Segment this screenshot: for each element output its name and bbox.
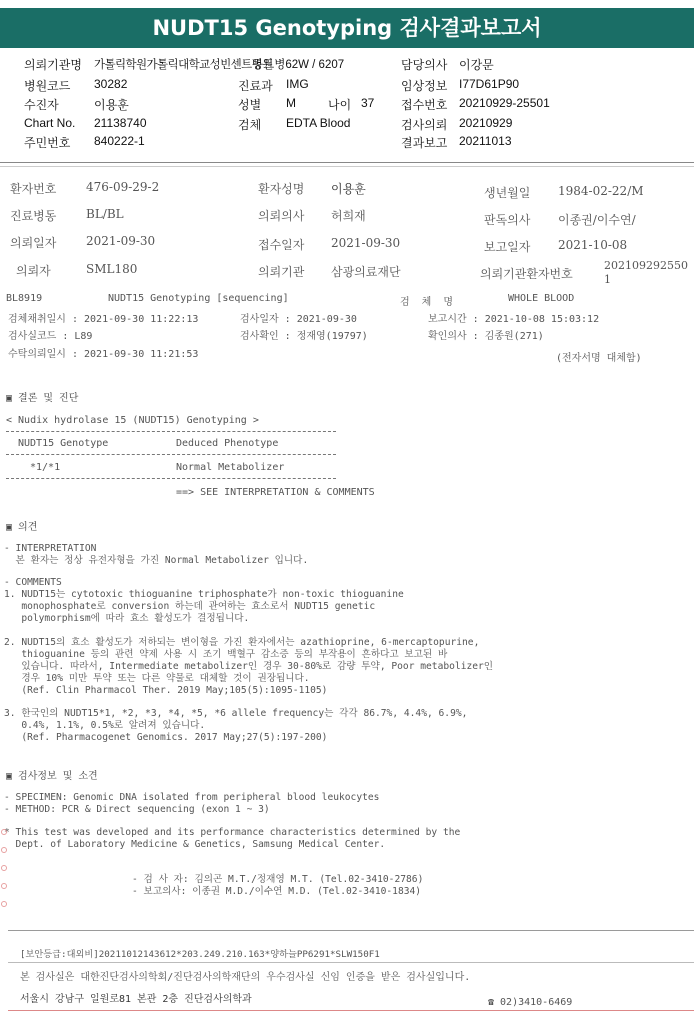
patient-value: 2021-09-30 [331, 236, 401, 250]
see-interpretation: ==> SEE INTERPRETATION & COMMENTS [176, 487, 375, 498]
header-value: EDTA Blood [286, 116, 351, 130]
header-label: 성별 [238, 98, 262, 112]
patient-label: 의뢰기관환자번호 [480, 267, 573, 281]
patient-value: 202109292550 [604, 259, 688, 272]
footer-red-rule [8, 1010, 694, 1011]
patient-label: 의뢰일자 [10, 236, 57, 250]
header-value: I77D61P90 [459, 77, 520, 91]
header-label: 병원코드 [24, 79, 71, 93]
signature-note: (전자서명 대체함) [556, 353, 642, 364]
patient-value: 허희재 [331, 209, 366, 223]
test-detail: 수탁의뢰일시 : 2021-09-30 11:21:53 [8, 349, 199, 360]
patient-value: 476-09-29-2 [86, 180, 160, 194]
comment-line: 경우 10% 미만 투약 또는 다른 약물로 대체할 것이 권장됩니다. [4, 673, 310, 684]
interpretation-text: 본 환자는 정상 유전자형을 가진 Normal Metabolizer 입니다. [4, 555, 309, 566]
comment-line: (Ref. Clin Pharmacol Ther. 2019 May;105(5):1095-1105) [4, 685, 328, 696]
header-label: 검사의뢰 [401, 118, 448, 132]
header-value: 가톨릭학원가톨릭대학교성빈센트병원 [94, 59, 273, 71]
test-detail: 검체채취일시 : 2021-09-30 11:22:13 [8, 314, 199, 325]
footer-divider [8, 962, 694, 963]
header-label: 진료과 [238, 79, 273, 93]
patient-label: 생년월일 [484, 186, 531, 200]
header-value: 이강문 [459, 58, 494, 72]
test-detail: 보고시간 : 2021-10-08 15:03:12 [428, 314, 600, 325]
patient-value: SML180 [86, 262, 138, 276]
margin-stamp [0, 822, 10, 918]
header-value: IMG [286, 77, 309, 91]
patient-value: BL/BL [86, 207, 124, 221]
patient-label: 진료병동 [10, 209, 57, 223]
patient-value: 삼광의료재단 [331, 265, 401, 279]
header-value: 20210929-25501 [459, 96, 550, 110]
header-value: 동트병62W / 6207 [252, 59, 345, 71]
comment-line: monophosphate로 conversion 하는데 관여하는 효소로서 NUDT15 genetic [4, 601, 376, 612]
header-label: 의뢰기관명 [24, 58, 82, 72]
comment-line: polymorphism에 따라 효소 활성도가 결정됩니다. [4, 613, 250, 624]
specimen-label: 검 체 명 [400, 297, 457, 308]
header-value: 20210929 [459, 116, 513, 130]
patient-value: 2021-09-30 [86, 234, 156, 248]
patient-label: 접수일자 [258, 238, 305, 252]
patient-label: 의뢰자 [16, 264, 51, 278]
header-label: 담당의사 [401, 58, 448, 72]
comment-line: 1. NUDT15는 cytotoxic thioguanine triphosphate가 non-toxic thioguanine [4, 589, 404, 600]
specimen-text: - SPECIMEN: Genomic DNA isolated from peripheral blood leukocytes [4, 792, 380, 803]
patient-label: 환자번호 [10, 182, 57, 196]
patient-label: 판독의사 [484, 213, 531, 227]
comment-line: 3. 한국인의 NUDT15*1, *2, *3, *4, *5, *6 allele frequency는 각각 86.7%, 4.4%, 6.9%, [4, 708, 468, 719]
staff-line: - 보고의사: 이종권 M.D./이수연 M.D. (Tel.02-3410-1834) [132, 886, 422, 897]
comment-line: (Ref. Pharmacogenet Genomics. 2017 May;27(5):197-200) [4, 732, 328, 743]
header-label: Chart No. [24, 116, 76, 130]
header-value: 30282 [94, 77, 128, 91]
header-value: 20211013 [459, 134, 512, 148]
info-heading: ▣ 검사정보 및 소견 [6, 771, 98, 782]
test-code: BL8919 [6, 293, 43, 304]
header-value: 840222-1 [94, 134, 145, 148]
header-label: 나이 [328, 98, 352, 112]
specimen-value: WHOLE BLOOD [508, 293, 575, 304]
comments-title: - COMMENTS [4, 577, 62, 588]
table-rule [6, 431, 336, 432]
patient-value: 이용훈 [331, 182, 366, 196]
header-divider [0, 166, 694, 167]
patient-label: 의뢰기관 [258, 265, 305, 279]
opinion-heading: ▣ 의견 [6, 522, 38, 533]
col-phenotype: Deduced Phenotype [176, 438, 279, 449]
header-label: 주민번호 [24, 136, 71, 150]
test-detail: 검사일자 : 2021-09-30 [240, 314, 357, 325]
patient-value: 이종권/이수연/ [558, 213, 636, 227]
method-text: - METHOD: PCR & Direct sequencing (exon 1 ~ 3) [4, 804, 270, 815]
security-line: [보안등급:대외비]20211012143612*203.249.210.163*양하늘PP6291*SLW150F1 [20, 949, 380, 960]
comment-line: 0.4%, 1.1%, 0.5%로 알려져 있습니다. [4, 720, 206, 731]
test-detail: 검사확인 : 정재영(19797) [240, 331, 368, 342]
patient-label: 의뢰의사 [258, 209, 305, 223]
test-name: NUDT15 Genotyping [sequencing] [108, 293, 289, 304]
test-detail: 검사실코드 : L89 [8, 331, 93, 342]
genotype-value: *1/*1 [30, 462, 61, 473]
interpretation-title: - INTERPRETATION [4, 543, 97, 554]
result-heading: ▣ 결론 및 진단 [6, 393, 79, 404]
patient-value: 2021-10-08 [558, 238, 628, 252]
table-rule [6, 454, 336, 455]
header-label: 검체 [238, 118, 262, 132]
header-divider [0, 162, 694, 163]
header-label: 접수번호 [401, 98, 448, 112]
certification-text: 본 검사실은 대한진단검사의학회/진단검사의학재단의 우수검사실 신임 인증을 받은 검사실입니다. [20, 972, 471, 983]
header-label: 수진자 [24, 98, 59, 112]
patient-value: 1984-02-22/M [558, 184, 644, 198]
header-label: 결과보고 [401, 136, 448, 150]
header-value: 이용훈 [94, 98, 129, 112]
note-text: * This test was developed and its performance characteristics determined by the [4, 827, 461, 838]
panel-title: < Nudix hydrolase 15 (NUDT15) Genotyping > [6, 415, 259, 426]
header-value: 37 [361, 96, 375, 110]
lab-address: 서울시 강남구 일원로81 본관 2층 진단검사의학과 [20, 994, 252, 1005]
comment-line: 2. NUDT15의 효소 활성도가 저하되는 변이형을 가진 환자에서는 azathioprine, 6-mercaptopurine, [4, 637, 480, 648]
patient-value: 1 [604, 273, 611, 286]
note-text: Dept. of Laboratory Medicine & Genetics, Samsung Medical Center. [4, 839, 386, 850]
patient-label: 보고일자 [484, 240, 531, 254]
footer-divider [8, 930, 694, 931]
comment-line: 있습니다. 따라서, Intermediate metabolizer인 경우 30-80%로 감량 투약, Poor metabolizer인 [4, 661, 494, 672]
table-rule [6, 478, 336, 479]
test-detail: 확인의사 : 김종원(271) [428, 331, 544, 342]
col-genotype: NUDT15 Genotype [18, 438, 109, 449]
header-value: M [286, 96, 296, 110]
phenotype-value: Normal Metabolizer [176, 462, 285, 473]
comment-line: thioguanine 등의 관련 약제 사용 시 조기 백혈구 감소증 등의 부작용이 흔하다고 보고된 바 [4, 649, 448, 660]
report-title: NUDT15 Genotyping 검사결과보고서 [0, 8, 694, 48]
patient-label: 환자성명 [258, 182, 305, 196]
staff-line: - 검 사 자: 김의곤 M.T./정재영 M.T. (Tel.02-3410-2786) [132, 874, 424, 885]
lab-phone: ☎ 02)3410-6469 [488, 997, 573, 1008]
header-label: 임상정보 [401, 79, 448, 93]
header-value: 21138740 [94, 116, 147, 130]
